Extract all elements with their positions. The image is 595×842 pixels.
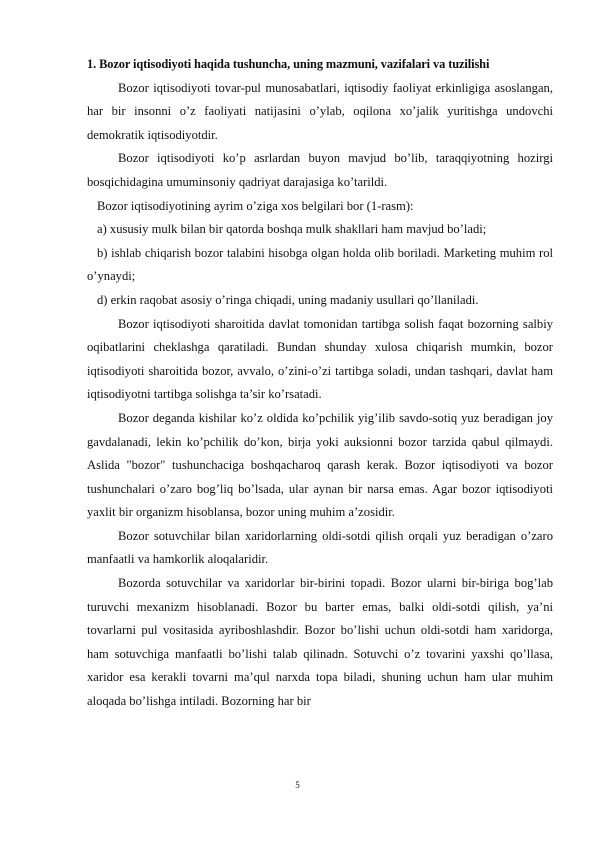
paragraph: Bozor iqtisodiyotining ayrim o’ziga xos belgilari bor (1-rasm): — [97, 198, 414, 213]
list-item: a) xususiy mulk bilan bir qatorda boshqa mulk shakllari ham mavjud bo’ladi; — [97, 222, 487, 237]
page-number: 5 — [295, 780, 300, 790]
paragraph: Bozor deganda kishilar ko’z oldida ko’pchilik yig’ilib savdo-sotiq yuz beradigan joy gavdalanadi, lekin ko’pchilik do’kon, birja yoki auksionni bozor tarzida qabul qilmaydi. Aslida "bozor" tushunchaciga boshqacharoq qarash kerak. Bozor iqtisodiyoti va bozor tushunchalari o’zaro bog’liq bo’lsada, ular aynan bir narsa emas. Agar bozor iqtisodiyoti yaxlit bir organizm hisoblansa, bozor uning muhim a’zosidir. — [87, 410, 553, 520]
paragraph: Bozorda sotuvchilar va xaridorlar bir-birini topadi. Bozor ularni bir-biriga bog’lab turuvchi mexanizm hisoblanadi. Bozor bu barter emas, balki oldi-sotdi qilish, ya’ni tovarlarni pul vositasida ayriboshlashdir. Bozor bo’lishi uchun oldi-sotdi ham xaridorga, ham sotuvchiga manfaatli bo’lishi talab qilinadn. Sotuvchi o’z tovarini yaxshi qo’llasa, xaridor esa kerakli tovarni ma’qul narxda topa biladi, shuning uchun ham ular muhim aloqada bo’lishga intiladi. Bozorning har bir — [87, 576, 553, 709]
paragraph: Bozor iqtisodiyoti tovar-pul munosabatlari, iqtisodiy faoliyat erkinligiga asoslangan, har bir insonni o’z faoliyati natijasini o’ylab, oqilona xo’jalik yuritishga undovchi demokratik iqtisodiyotdir. — [87, 80, 553, 142]
list-item: d) erkin raqobat asosiy o’ringa chiqadi, uning madaniy usullari qo’llaniladi. — [97, 292, 479, 307]
paragraph: Bozor iqtisodiyoti ko’p asrlardan buyon mavjud bo’lib, taraqqiyotning hozirgi bosqichidagina umuminsoniy qadriyat darajasiga ko’tarildi. — [87, 151, 553, 189]
section-heading: 1. Bozor iqtisodiyoti haqida tushuncha, uning mazmuni, vazifalari va tuzilishi — [87, 57, 490, 71]
list-item: b) ishlab chiqarish bozor talabini hisobga olgan holda olib boriladi. Marketing muhim rol o’ynaydi; — [87, 245, 553, 284]
page-content — [87, 53, 553, 714]
paragraph: Bozor sotuvchilar bilan xaridorlarning oldi-sotdi qilish orqali yuz beradigan o’zaro manfaatli va hamkorlik aloqalaridir. — [87, 528, 553, 567]
paragraph: Bozor iqtisodiyoti sharoitida davlat tomonidan tartibga solish faqat bozorning salbiy oqibatlarini cheklashga qaratiladi. Bundan shunday xulosa chiqarish mumkin, bozor iqtisodiyoti sharoitida bozor, avvalo, o’zini-o’zi tartibga soladi, undan tashqari, davlat ham iqtisodiyotni tartibga solishga ta’sir ko’rsatadi. — [87, 316, 553, 402]
